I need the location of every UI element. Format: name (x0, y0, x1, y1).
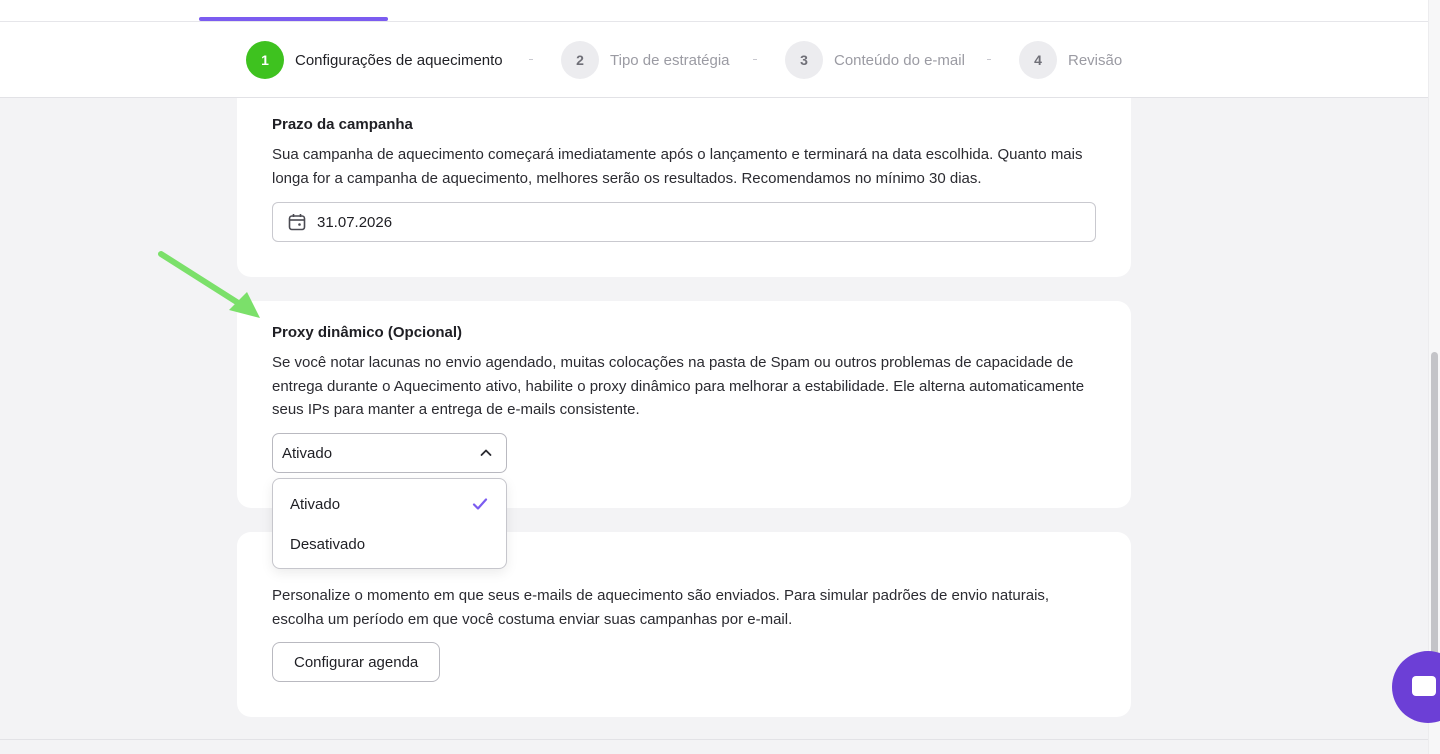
dynamic-proxy-description: Se você notar lacunas no envio agendado, muitas colocações na pasta de Spam ou outros problemas de capacidade de entrega durante o Aquecimento ativo, habilite o proxy dinâmico para melhorar a estabilidade. Ele alterna automaticamente seus IPs para manter a entrega de e-mails consistente. (272, 354, 1085, 418)
chevron-up-icon (478, 445, 494, 461)
option-label: Desativado (290, 535, 366, 553)
footer-divider (0, 739, 1428, 740)
stepper (0, 22, 1428, 98)
dropdown-option-disabled[interactable] (273, 524, 506, 564)
campaign-deadline-description: Sua campanha de aquecimento começará imediatamente após o lançamento e terminará na data escolhida. Quanto mais longa for a campanha de aquecimento, melhores serão os resultados. Recomendamos no mínimo 30 dias. (272, 146, 1083, 187)
step-label: Tipo de estratégia (610, 51, 730, 69)
check-icon (472, 497, 488, 511)
campaign-deadline-title: Prazo da campanha (272, 116, 413, 133)
schedule-description: Personalize o momento em que seus e-mails de aquecimento são enviados. Para simular padrões de envio naturais, escolha um período em que você costuma enviar suas campanhas por e-mail. (272, 587, 1050, 628)
step-number: 2 (561, 41, 599, 79)
step-label: Conteúdo do e-mail (834, 51, 965, 69)
dynamic-proxy-select[interactable] (272, 433, 507, 473)
step-separator (753, 59, 757, 60)
step-label: Configurações de aquecimento (295, 51, 503, 69)
end-date-field[interactable] (272, 202, 1096, 242)
step-email-content[interactable] (785, 41, 965, 79)
dynamic-proxy-selected-value: Ativado (282, 444, 333, 462)
dynamic-proxy-title: Proxy dinâmico (Opcional) (272, 324, 463, 341)
dynamic-proxy-dropdown-menu (272, 478, 507, 569)
top-bar (0, 0, 1428, 22)
configure-schedule-button[interactable]: Configurar agenda (272, 642, 440, 682)
calendar-icon (287, 212, 307, 232)
chat-icon (1412, 676, 1436, 696)
step-review[interactable] (1019, 41, 1122, 79)
campaign-deadline-card (237, 98, 1131, 277)
dropdown-option-enabled[interactable] (273, 484, 506, 524)
step-separator (529, 59, 533, 60)
step-number: 1 (246, 41, 284, 79)
step-number: 3 (785, 41, 823, 79)
step-number: 4 (1019, 41, 1057, 79)
option-label: Ativado (290, 495, 341, 513)
annotation-arrow-icon (155, 248, 265, 322)
step-warmup-settings[interactable] (246, 41, 503, 79)
chat-widget-button[interactable] (1392, 651, 1440, 723)
end-date-value: 31.07.2026 (317, 213, 393, 231)
step-separator (987, 59, 991, 60)
step-strategy-type[interactable] (561, 41, 730, 79)
step-label: Revisão (1068, 51, 1123, 69)
dynamic-proxy-card (237, 301, 1131, 508)
active-tab-indicator (199, 17, 388, 21)
